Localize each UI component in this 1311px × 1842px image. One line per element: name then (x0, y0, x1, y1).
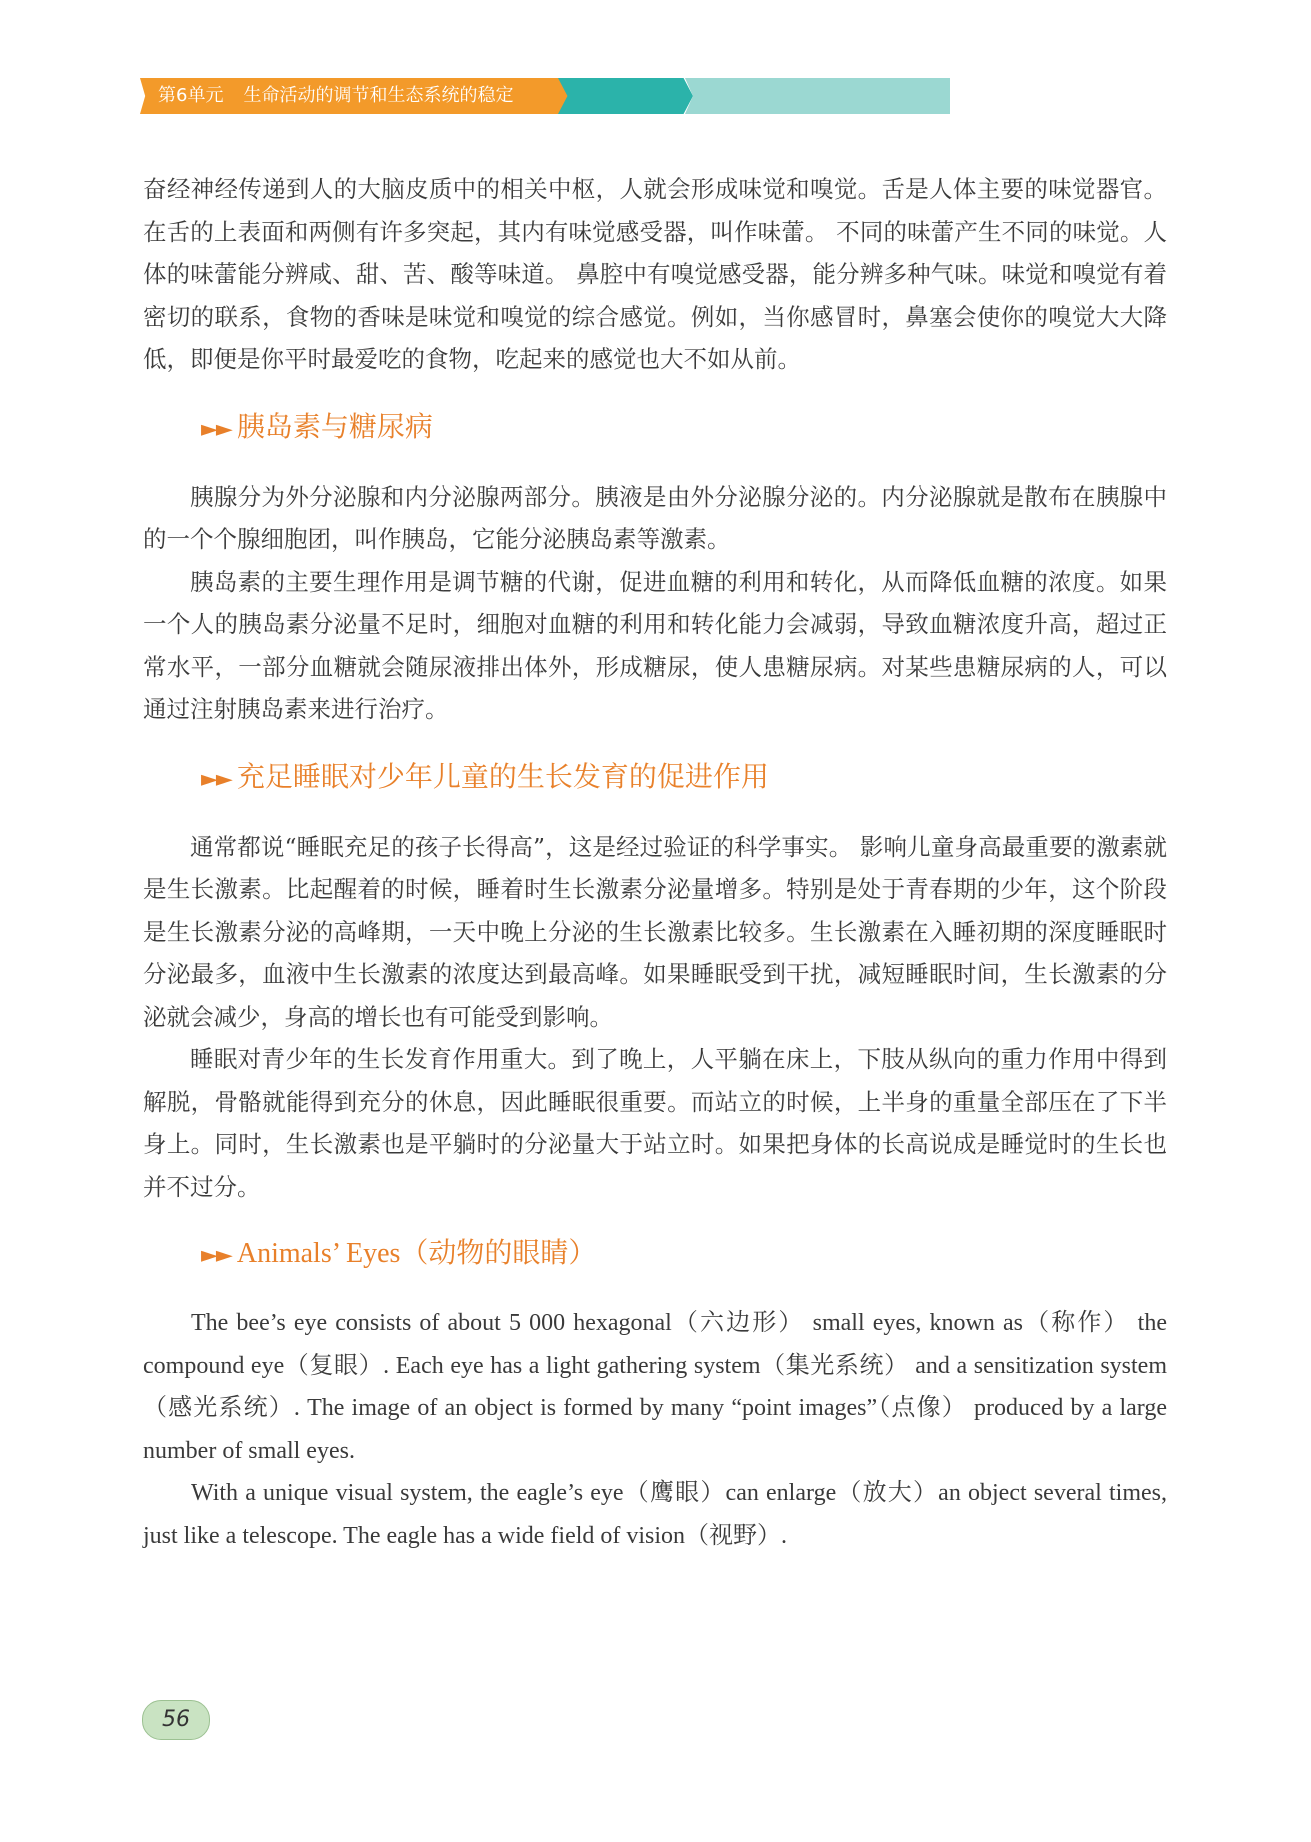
paragraph: The bee’s eye consists of about 5 000 hexagonal（六边形） small eyes, known as（称作） the compound eye（复眼）. Each eye has a light gathering system（集光系统） and a sensitization system（感光系统）. The image of an object is formed by many “point images”（点像） produced by a large number of small eyes. (143, 1310, 1167, 1464)
section-heading-insulin (201, 407, 1167, 450)
chapter-header-bar (140, 78, 810, 114)
header-light-teal-band (685, 78, 950, 114)
header-teal-band (558, 78, 693, 114)
section-title: Animals’ Eyes（动物的眼睛） (236, 1238, 597, 1269)
paragraph: 胰岛素的主要生理作用是调节糖的代谢，促进血糖的利用和转化，从而降低血糖的浓度。如果一个人的胰岛素分泌量不足时，细胞对血糖的利用和转化能力会减弱，导致血糖浓度升高，超过正常水平，一部分血糖就会随尿液排出体外，形成糖尿，使人患糖尿病。对某些患糖尿病的人，可以通过注射胰岛素来进行治疗。 (143, 567, 1167, 723)
triangle-marker-icon: ►► (201, 766, 231, 792)
intro-paragraph: 奋经神经传递到人的大脑皮质中的相关中枢，人就会形成味觉和嗅觉。舌是人体主要的味觉器官。在舌的上表面和两侧有许多突起，其内有味觉感受器，叫作味蕾。 不同的味蕾产生不同的味觉。人体的味蕾能分辨咸、甜、苦、酸等味道。 鼻腔中有嗅觉感受器，能分辨多种气味。味觉和嗅觉有着密切的联系，食物的香味是味觉和嗅觉的综合感觉。例如，当你感冒时，鼻塞会使你的嗅觉大大降低，即便是你平时最爱吃的食物，吃起来的感觉也大不如从前。 (143, 175, 1167, 373)
section-heading-sleep (201, 757, 1167, 800)
paragraph: 通常都说“睡眠充足的孩子长得高”，这是经过验证的科学事实。 影响儿童身高最重要的激素就是生长激素。比起醒着的时候，睡着时生长激素分泌量增多。特别是处于青春期的少年，这个阶段是生长激素分泌的高峰期，一天中晚上分泌的生长激素比较多。生长激素在入睡初期的深度睡眠时分泌最多，血液中生长激素的浓度达到最高峰。如果睡眠受到干扰，减短睡眠时间，生长激素的分泌就会减少，身高的增长也有可能受到影响。 (143, 832, 1167, 1031)
unit-label: 第6单元 (158, 85, 224, 106)
header-text (158, 78, 513, 114)
paragraph: With a unique visual system, the eagle’s eye（鹰眼）can enlarge（放大）an object several times, just like a telescope. The eagle has a wide field of vision（视野）. (143, 1480, 1167, 1549)
unit-title: 生命活动的调节和生态系统的稳定 (243, 85, 514, 106)
paragraph: 睡眠对青少年的生长发育作用重大。到了晚上，人平躺在床上，下肢从纵向的重力作用中得到解脱，骨骼就能得到充分的休息，因此睡眠很重要。而站立的时候，上半身的重量全部压在了下半身上。同时，生长激素也是平躺时的分泌量大于站立时。如果把身体的长高说成是睡觉时的生长也并不过分。 (143, 1045, 1167, 1201)
section-title: 胰岛素与糖尿病 (236, 409, 433, 443)
paragraph: 胰腺分为外分泌腺和内分泌腺两部分。胰液是由外分泌腺分泌的。内分泌腺就是散布在胰腺中的一个个腺细胞团，叫作胰岛，它能分泌胰岛素等激素。 (143, 482, 1167, 553)
section-title: 充足睡眠对少年儿童的生长发育的促进作用 (236, 759, 769, 793)
triangle-marker-icon: ►► (201, 1243, 231, 1268)
page-content (143, 168, 1167, 1557)
triangle-marker-icon: ►► (201, 416, 231, 442)
section-heading-animals-eyes (201, 1234, 1167, 1276)
page-number-badge: 56 (142, 1700, 210, 1740)
